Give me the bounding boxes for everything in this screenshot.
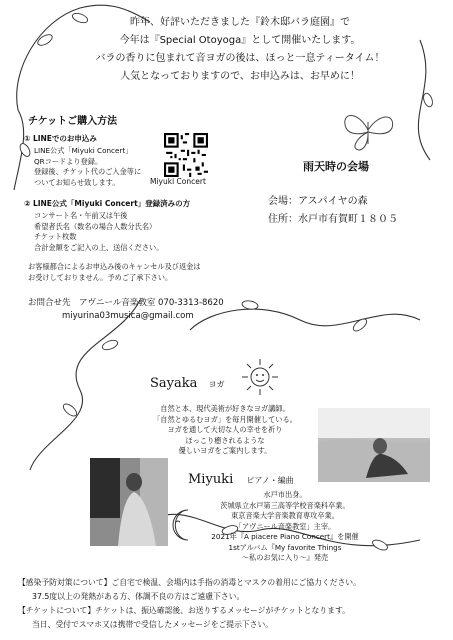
registered-title: ② LINE公式「Miyuki Concert」登録済みの方 xyxy=(24,199,191,208)
registered-section xyxy=(24,198,190,253)
rain-venue-title: 雨天時の会場 xyxy=(303,160,369,173)
sayaka-desc-line: 優しいヨガをご案内します。 xyxy=(178,446,272,455)
butterfly-icon xyxy=(338,108,398,154)
line-signup-line: 登録後、チケット代のご入金等に xyxy=(34,167,142,176)
sayaka-desc-line: ほっこり癒されるような xyxy=(185,435,265,445)
line-signup-title: ① LINEでのお申込み xyxy=(24,134,97,143)
notice-line: 当日、受付でスマホ又は携帯で受信したメッセージをご提示下さい。 xyxy=(32,620,274,629)
cancel-note-line: お客様都合によるお申込み後のキャンセル及び返金は xyxy=(28,262,201,271)
intro-line: 昨年、好評いただきました『鈴木邸バラ庭園』で xyxy=(130,17,350,28)
moon-icon xyxy=(168,508,198,542)
miyuki-name: Miyuki xyxy=(188,472,234,487)
rain-venue-name: 会場：アスパイヤの森 xyxy=(268,196,368,207)
line-signup-line: QRコードより登録。 xyxy=(34,156,103,166)
sayaka-description xyxy=(150,404,300,457)
registered-line: 希望者氏名（数名の場合人数分氏名） xyxy=(34,221,157,231)
sayaka-desc-line: 自然と本、現代美術が好きなヨガ講師。 xyxy=(160,404,290,413)
sayaka-desc-line: 「自然とゆるむヨガ」を毎月開催している。 xyxy=(153,414,297,424)
rain-venue-address: 住所：水戸市有賀町１８０５ xyxy=(268,214,398,225)
miyuki-role: ピアノ・編曲 xyxy=(246,476,294,485)
line-signup-line: LINE公式「Miyuki Concert」 xyxy=(34,146,133,155)
qr-label: Miyuki Concert xyxy=(150,177,206,186)
intro-text xyxy=(60,14,420,86)
sayaka-desc-line: ヨガを通して大切な人の幸せを祈り xyxy=(167,425,283,434)
contact-email[interactable]: miyurina03musica@gmail.com xyxy=(62,311,194,321)
line-signup-section xyxy=(24,133,141,188)
notice-line: 【チケットについて】チケットは、振込確認後、お送りするメッセージがチケットとなります。 xyxy=(18,606,350,615)
intro-line: 今年は『Special Otoyoga』として開催いたします。 xyxy=(119,35,361,46)
miyuki-desc-line: 2021年『A piacere Piano Concert』を開催 xyxy=(211,532,359,541)
sayaka-role: ヨガ xyxy=(208,380,225,389)
miyuki-header xyxy=(188,468,294,487)
miyuki-desc-line: 茨城県立水戸第三高等学校音楽科卒業。 xyxy=(220,500,350,510)
cancel-note-line: お受けしておりません。予めご了承下さい。 xyxy=(28,272,173,282)
miyuki-desc-line: 1stアルバム『My favorite Things xyxy=(228,542,342,552)
cancel-note xyxy=(28,262,201,283)
ticket-section-title: チケットご購入方法 xyxy=(28,116,118,127)
registered-line: 合計金額をご記入の上、送信ください。 xyxy=(34,242,164,252)
line-signup-line: ついてお知らせ致します。 xyxy=(34,177,120,187)
notice-line: 37.5度以上の発熱がある方、体調不良の方はご遠慮下さい。 xyxy=(32,592,245,601)
miyuki-photo xyxy=(90,458,168,546)
notice-section xyxy=(18,576,448,632)
miyuki-desc-line: 〜私のお気に入り〜』発売 xyxy=(241,553,329,562)
sayaka-header xyxy=(150,372,224,391)
miyuki-desc-line: 東京音楽大学音楽教育専攻卒業。 xyxy=(231,511,339,520)
intro-line: バラの香りに包まれて音ヨガの後は、ほっと一息ティータイム！ xyxy=(95,53,385,64)
miyuki-desc-line: 水戸市出身。 xyxy=(263,490,307,499)
registered-line: チケット枚数 xyxy=(34,232,77,241)
contact-line: お問合せ先 アヴニール音楽教室 070-3313-8620 xyxy=(28,298,224,308)
notice-line: 【感染予防対策について】ご自宅で検温、会場内は手指の消毒とマスクの着用にご協力ください。 xyxy=(18,578,361,587)
miyuki-desc-line: 「アヴニール音楽教室」主宰。 xyxy=(234,521,336,531)
sayaka-photo xyxy=(318,408,430,482)
miyuki-description xyxy=(200,490,370,564)
registered-line: コンサート名・午前又は午後 xyxy=(34,211,128,220)
qr-code[interactable] xyxy=(164,133,208,177)
sayaka-name: Sayaka xyxy=(150,376,198,391)
sun-icon xyxy=(240,357,280,397)
intro-line: 人気となっておりますので、お申込みは、お早めに！ xyxy=(120,71,360,82)
